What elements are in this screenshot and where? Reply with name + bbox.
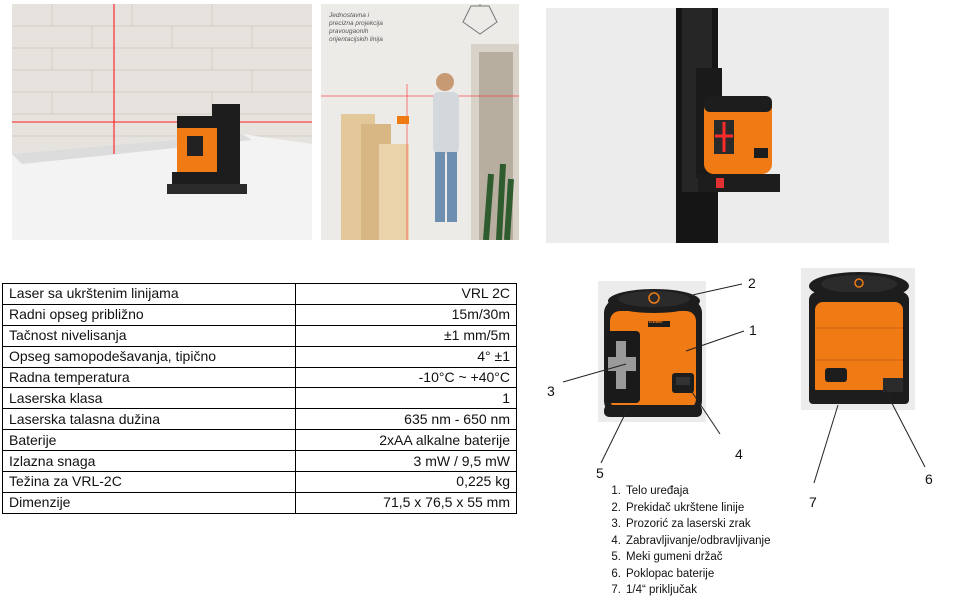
legend-item bbox=[597, 533, 770, 550]
callout-4: 4 bbox=[735, 446, 743, 462]
spec-value: VRL 2C bbox=[296, 284, 517, 305]
spec-label: Laser sa ukrštenim linijama bbox=[3, 284, 296, 305]
legend-text: Prekidač ukrštene linije bbox=[626, 501, 745, 514]
callout-7: 7 bbox=[809, 494, 817, 510]
leader-line-1 bbox=[686, 331, 744, 351]
spec-value: -10°C ~ +40°C bbox=[296, 367, 517, 388]
legend-item bbox=[597, 549, 770, 566]
spec-value: 3 mW / 9,5 mW bbox=[296, 451, 517, 472]
legend-item bbox=[597, 483, 770, 500]
legend-text: Prozorić za laserski zrak bbox=[626, 518, 751, 530]
leader-line-6 bbox=[884, 388, 925, 467]
spec-label: Opseg samopodešavanja, tipično bbox=[3, 346, 296, 367]
spec-value: 0,225 kg bbox=[296, 472, 517, 493]
legend-text: Telo uređaja bbox=[626, 485, 689, 497]
spec-label: Baterije bbox=[3, 430, 296, 451]
room-caption: Jednostavna i precizna projekcija pravougaonih orijentacijskih linija bbox=[329, 12, 383, 43]
legend-number: 3. bbox=[611, 518, 621, 530]
spec-label: Težina za VRL-2C bbox=[3, 472, 296, 493]
spec-label: Radna temperatura bbox=[3, 367, 296, 388]
legend-item bbox=[597, 582, 770, 599]
callout-6: 6 bbox=[925, 471, 933, 487]
spec-value: 1 bbox=[296, 388, 517, 409]
legend-number: 2. bbox=[611, 501, 621, 514]
legend-item bbox=[597, 500, 770, 517]
spec-label: Laserska klasa bbox=[3, 388, 296, 409]
spec-value: 635 nm - 650 nm bbox=[296, 409, 517, 430]
legend-number: 6. bbox=[611, 567, 621, 580]
leader-line-7 bbox=[814, 405, 838, 483]
device-brand-label: Vibaer bbox=[648, 319, 664, 325]
legend-text: Meki gumeni držač bbox=[626, 551, 723, 563]
legend-text: Zabravljivanje/odbravljivanje bbox=[626, 534, 771, 547]
leader-line-3 bbox=[563, 364, 626, 382]
spec-label: Dimenzije bbox=[3, 492, 296, 513]
callout-1: 1 bbox=[749, 322, 757, 338]
leader-line-2 bbox=[688, 284, 742, 296]
legend-item bbox=[597, 566, 770, 583]
spec-value: 2xAA alkalne baterije bbox=[296, 430, 517, 451]
spec-label: Radni opseg približno bbox=[3, 304, 296, 325]
leader-line-5 bbox=[601, 408, 628, 463]
legend-item bbox=[597, 516, 770, 533]
spec-label: Izlazna snaga bbox=[3, 451, 296, 472]
legend-number: 4. bbox=[611, 534, 621, 547]
callout-5: 5 bbox=[596, 465, 604, 481]
legend-number: 1. bbox=[611, 485, 621, 497]
callout-3: 3 bbox=[547, 383, 555, 399]
spec-value: ±1 mm/5m bbox=[296, 325, 517, 346]
parts-legend bbox=[597, 483, 770, 599]
legend-text: Poklopac baterije bbox=[626, 567, 715, 580]
legend-number: 7. bbox=[611, 584, 621, 596]
spec-label: Laserska talasna dužina bbox=[3, 409, 296, 430]
legend-text: 1/4“ priključak bbox=[626, 584, 697, 596]
callout-2: 2 bbox=[748, 275, 756, 291]
spec-value: 71,5 x 76,5 x 55 mm bbox=[296, 492, 517, 513]
spec-label: Tačnost nivelisanja bbox=[3, 325, 296, 346]
legend-number: 5. bbox=[611, 551, 621, 563]
spec-value: 4° ±1 bbox=[296, 346, 517, 367]
leader-line-4 bbox=[692, 392, 720, 434]
spec-value: 15m/30m bbox=[296, 304, 517, 325]
